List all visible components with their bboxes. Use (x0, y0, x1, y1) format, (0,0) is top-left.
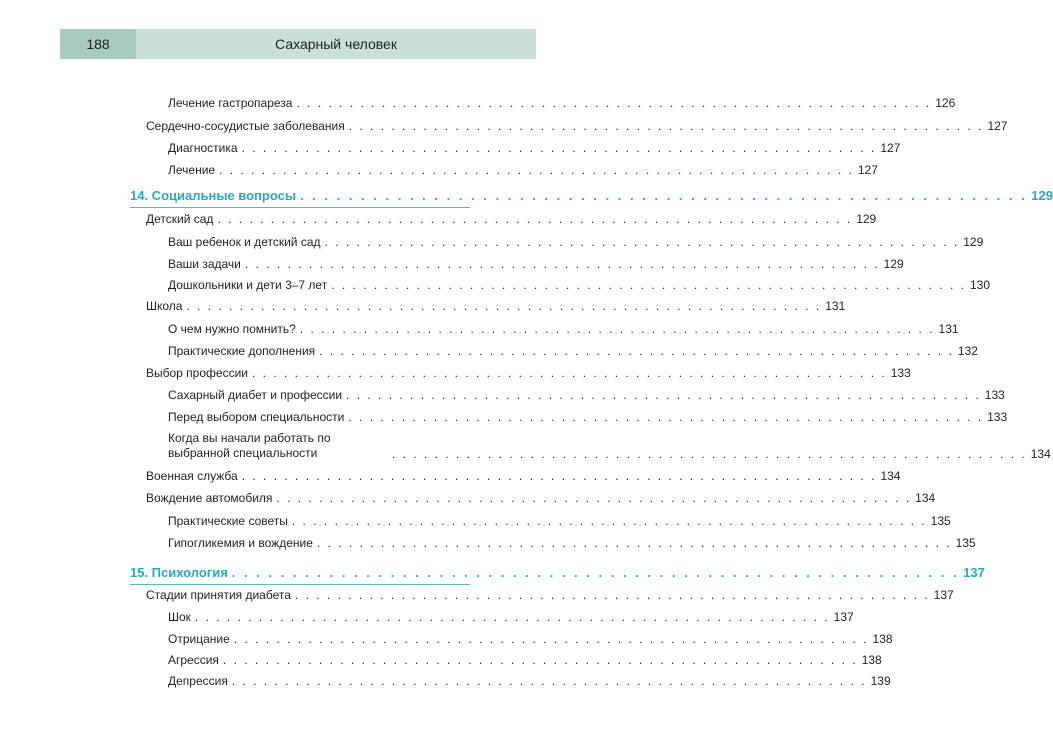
chapter-page: 137 (963, 565, 985, 580)
toc-leader: . . . . . . . . . . . . . . . . . . . . . . . . . . . . . . . . . . . . . . . . . . . . . . . . . . . . . . . . . . . . (186, 299, 822, 313)
toc-entry-title: Лечение гастропареза (168, 96, 293, 110)
toc-entry (168, 163, 878, 177)
toc-entry-page: 134 (1030, 447, 1051, 461)
toc-entry-title: Сердечно-сосудистые заболевания (146, 119, 345, 133)
toc-entry (146, 366, 911, 380)
toc-entry (168, 344, 978, 358)
toc-chapter-heading (130, 565, 985, 580)
toc-leader: . . . . . . . . . . . . . . . . . . . . . . . . . . . . . . . . . . . . . . . . . . . . . . . . . . . . . . . . . . . . (346, 388, 981, 402)
toc-leader: . . . . . . . . . . . . . . . . . . . . . . . . . . . . . . . . . . . . . . . . . . . . . . . . . . . . . . . . . . . . (276, 491, 912, 505)
toc-entry (168, 388, 1005, 402)
toc-leader: . . . . . . . . . . . . . . . . . . . . . . . . . . . . . . . . . . . . . . . . . . . . . . . . . . . . . . . . . . . . (392, 447, 1027, 461)
toc-leader: . . . . . . . . . . . . . . . . . . . . . . . . . . . . . . . . . . . . . . . . . . . . . . . . . . . . . . . . . . . . (291, 514, 927, 528)
toc-entry (168, 235, 984, 249)
toc-entry-title: Выбор профессии (146, 366, 248, 380)
page-number: 188 (60, 29, 136, 59)
toc-entry-title: Лечение (168, 163, 216, 177)
chapter-page: 129 (1031, 188, 1053, 203)
toc-entry-page: 129 (883, 257, 904, 271)
toc-entry-page: 127 (987, 119, 1008, 133)
toc-entry-title: О чем нужно помнить? (168, 322, 296, 336)
chapter-underline (130, 207, 470, 208)
toc-entry (168, 514, 951, 528)
toc-leader: . . . . . . . . . . . . . . . . . . . . . . . . . . . . . . . . . . . . . . . . . . . . . . . . . . . . . . . . . . . . (331, 278, 966, 292)
chapter-title: 15. Психология (130, 565, 228, 580)
toc-entry (168, 610, 854, 624)
toc-entry (146, 212, 877, 226)
toc-entry-title: Когда вы начали работать по выбранной специальности (168, 431, 331, 460)
toc-entry (146, 299, 846, 313)
toc-entry-page: 138 (861, 653, 882, 667)
toc-entry-title: Сахарный диабет и профессии (168, 388, 343, 402)
toc-entry-title: Депрессия (168, 674, 228, 688)
toc-entry-page: 133 (987, 410, 1008, 424)
toc-entry (146, 491, 936, 505)
toc-leader: . . . . . . . . . . . . . . . . . . . . . . . . . . . . . . . . . . . . . . . . . . . . . . . . . . . . . . . . . . . . (324, 235, 960, 249)
toc-leader: . . . . . . . . . . . . . . . . . . . . . . . . . . . . . . . . . . . . . . . . . . . . . . . . . . . . . . . . . . . . (222, 653, 858, 667)
toc-leader: . . . . . . . . . . . . . . . . . . . . . . . . . . . . . . . . . . . . . . . . . . . . . . . . . . . . . . . . . . . . (348, 410, 984, 424)
toc-leader: . . . . . . . . . . . . . . . . . . . . . . . . . . . . . . . . . . . . . . . . . . . . . . . . . . . . . . . . . . . . (219, 163, 854, 177)
toc-entry-page: 131 (938, 322, 959, 336)
toc-leader: . . . . . . . . . . . . . . . . . . . . . . . . . . . . . . . . . . . . . . . . . . . . . . . . . . . . . . . . . . . . (231, 674, 867, 688)
toc-entry-title: Практические советы (168, 514, 288, 528)
toc-entry (168, 257, 904, 271)
toc-entry-page: 131 (825, 299, 846, 313)
toc-leader: . . . . . . . . . . . . . . . . . . . . . . . . . . . . . . . . . . . . . . . . . . . . . . . . . . . . . . . . . . . . (294, 588, 930, 602)
toc-entry-title: Школа (146, 299, 183, 313)
toc-entry (168, 674, 891, 688)
chapter-title: 14. Социальные вопросы (130, 188, 296, 203)
toc-chapter-heading (130, 188, 1053, 203)
toc-entry-page: 137 (933, 588, 954, 602)
toc-entry-title: Детский сад (146, 212, 214, 226)
toc-leader: . . . . . . . . . . . . . . . . . . . . . . . . . . . . . . . . . . . . . . . . . . . . . . . . . . . . . . . . . . . . (241, 141, 877, 155)
toc-leader: . . . . . . . . . . . . . . . . . . . . . . . . . . . . . . . . . . . . . . . . . . . . . . . . . . . . . . . . . . . . (348, 119, 984, 133)
toc-entry-page: 135 (930, 514, 951, 528)
toc-entry-page: 139 (870, 674, 891, 688)
toc-entry-page: 134 (880, 469, 901, 483)
toc-leader: . . . . . . . . . . . . . . . . . . . . . . . . . . . . . . . . . . . . . . . . . . . . . . . . . . . . . . . . . . . . (299, 322, 935, 336)
toc-entry-title: Ваши задачи (168, 257, 241, 271)
toc-leader: . . . . . . . . . . . . . . . . . . . . . . . . . . . . . . . . . . . . . . . . . . . . . . . . . . . . . . . . . . . . (296, 96, 932, 110)
toc-entry-page: 134 (915, 491, 936, 505)
toc-leader: . . . . . . . . . . . . . . . . . . . . . . . . . . . . . . . . . . . . . . . . . . . . . . . . . . . . . . . . . . . . (244, 257, 880, 271)
toc-entry-page: 130 (969, 278, 990, 292)
toc-entry-title: Диагностика (168, 141, 238, 155)
toc-entry-page: 132 (957, 344, 978, 358)
toc-entry (168, 653, 882, 667)
toc-entry-title: Стадии принятия диабета (146, 588, 291, 602)
toc-leader: . . . . . . . . . . . . . . . . . . . . . . . . . . . . . . . . . . . . . . . . . . . . . . . . . . . . . . . . . . . . (241, 469, 877, 483)
toc-entry-page: 138 (872, 632, 893, 646)
toc-entry-page: 135 (955, 536, 976, 550)
toc-leader: . . . . . . . . . . . . . . . . . . . . . . . . . . . . . . . . . . . . . . . . . . . . . . . . . . . . . . . . . . . . (251, 366, 887, 380)
toc-leader: . . . . . . . . . . . . . . . . . . . . . . . . . . . . . . . . . . . . . . . . . . . . . . . . . . . . . . . . . . . . (316, 536, 952, 550)
toc-entry-title: Ваш ребенок и детский сад (168, 235, 321, 249)
chapter-underline (130, 584, 470, 585)
toc-entry (168, 141, 901, 155)
toc-entry-page: 126 (935, 96, 956, 110)
toc-leader: . . . . . . . . . . . . . . . . . . . . . . . . . . . . . . . . . . . . . . . . . . . . . . . . . . . . . . . . . . . . (299, 188, 1028, 203)
toc-entry-title: Гипогликемия и вождение (168, 536, 313, 550)
toc-entry-page: 133 (984, 388, 1005, 402)
toc-entry-page: 129 (856, 212, 877, 226)
toc-leader: . . . . . . . . . . . . . . . . . . . . . . . . . . . . . . . . . . . . . . . . . . . . . . . . . . . . . . . . . . . . (231, 565, 960, 580)
toc-entry (168, 96, 956, 110)
toc-entry-title: Дошкольники и дети 3–7 лет (168, 278, 328, 292)
toc-leader: . . . . . . . . . . . . . . . . . . . . . . . . . . . . . . . . . . . . . . . . . . . . . . . . . . . . . . . . . . . . (194, 610, 830, 624)
toc-entry-title: Вождение автомобиля (146, 491, 273, 505)
toc-entry-page: 127 (857, 163, 878, 177)
book-title: Сахарный человек (275, 36, 397, 52)
toc-entry-title: Шок (168, 610, 191, 624)
toc-entry-page: 129 (963, 235, 984, 249)
toc-entry (168, 410, 1008, 424)
toc-entry (168, 431, 1051, 461)
toc-entry (168, 632, 893, 646)
toc-entry-page: 133 (890, 366, 911, 380)
toc-entry-title: Агрессия (168, 653, 219, 667)
toc-entry-title: Военная служба (146, 469, 238, 483)
toc-entry (146, 588, 954, 602)
toc-entry-title: Практические дополнения (168, 344, 316, 358)
toc-entry-title: Перед выбором специальности (168, 410, 345, 424)
toc-entry-page: 127 (880, 141, 901, 155)
toc-entry-page: 137 (833, 610, 854, 624)
toc-leader: . . . . . . . . . . . . . . . . . . . . . . . . . . . . . . . . . . . . . . . . . . . . . . . . . . . . . . . . . . . . (217, 212, 853, 226)
toc-leader: . . . . . . . . . . . . . . . . . . . . . . . . . . . . . . . . . . . . . . . . . . . . . . . . . . . . . . . . . . . . (233, 632, 869, 646)
toc-entry (146, 469, 901, 483)
toc-entry (168, 536, 976, 550)
toc-entry (146, 119, 1008, 133)
toc-entry (168, 322, 959, 336)
toc-entry (168, 278, 990, 292)
toc-entry-title: Отрицание (168, 632, 230, 646)
toc-leader: . . . . . . . . . . . . . . . . . . . . . . . . . . . . . . . . . . . . . . . . . . . . . . . . . . . . . . . . . . . . (319, 344, 954, 358)
